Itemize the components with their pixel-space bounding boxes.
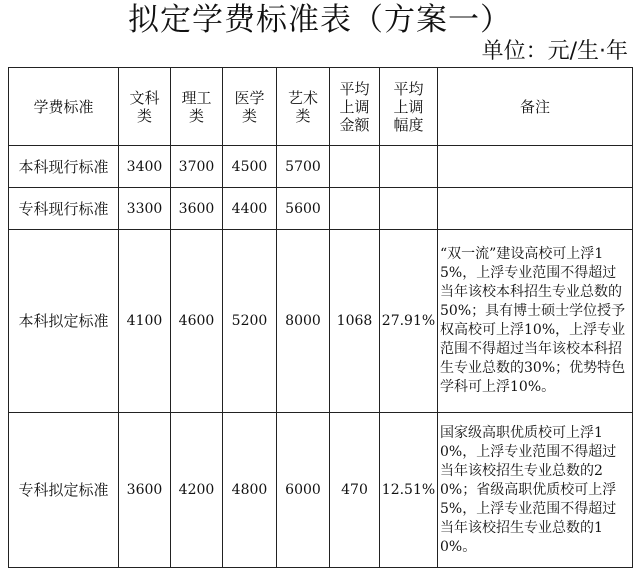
- table-row: [9, 188, 633, 230]
- note-cell: 国家级高职优质校可上浮10%，上浮专业范围不得超过当年该校招生专业总数的20%；省级高职优质校可上浮5%，上浮专业范围不得超过当年该校招生专业总数的10%。: [438, 413, 633, 568]
- table-row: [9, 230, 633, 413]
- table-cell: 5600: [277, 188, 330, 230]
- table-cell: 8000: [277, 230, 330, 413]
- note-cell: [438, 188, 633, 230]
- table-cell: 4200: [171, 413, 223, 568]
- table-cell: 27.91%: [380, 230, 438, 413]
- document-title: 拟定学费标准表（方案一）: [128, 2, 512, 38]
- header-cell: 备注: [438, 68, 633, 146]
- table-row: [9, 146, 633, 188]
- table-cell: 12.51%: [380, 413, 438, 568]
- header-cell: 文科类: [119, 68, 171, 146]
- table-cell: 5700: [277, 146, 330, 188]
- header-cell: 学费标准: [9, 68, 119, 146]
- row-label: 本科现行标准: [9, 146, 119, 188]
- table-cell: 1068: [330, 230, 380, 413]
- header-cell: 平均上调金额: [330, 68, 380, 146]
- header-cell: 平均上调幅度: [380, 68, 438, 146]
- table-cell: 4100: [119, 230, 171, 413]
- table-cell: 6000: [277, 413, 330, 568]
- row-label: 专科拟定标准: [9, 413, 119, 568]
- table-cell: [330, 188, 380, 230]
- table-cell: [380, 146, 438, 188]
- note-cell: “双一流”建设高校可上浮15%，上浮专业范围不得超过当年该校本科招生专业总数的50%；具有博士硕士学位授予权高校可上浮10%，上浮专业范围不得超过当年该校本科招生专业总数的30%；优势特色学科可上浮10%。: [438, 230, 633, 413]
- table-cell: 470: [330, 413, 380, 568]
- table-cell: 5200: [223, 230, 277, 413]
- row-label: 本科拟定标准: [9, 230, 119, 413]
- tuition-table: [8, 67, 633, 568]
- table-cell: 3400: [119, 146, 171, 188]
- table-cell: 3600: [171, 188, 223, 230]
- row-label: 专科现行标准: [9, 188, 119, 230]
- header-row: [9, 68, 633, 146]
- table-cell: 3300: [119, 188, 171, 230]
- table-cell: 4600: [171, 230, 223, 413]
- note-cell: [438, 146, 633, 188]
- table-cell: 3600: [119, 413, 171, 568]
- unit-label: 单位：元/生·年: [481, 39, 628, 64]
- table-cell: [380, 188, 438, 230]
- table-cell: 3700: [171, 146, 223, 188]
- header-cell: 理工类: [171, 68, 223, 146]
- table-cell: 4400: [223, 188, 277, 230]
- table-cell: [330, 146, 380, 188]
- header-cell: 艺术类: [277, 68, 330, 146]
- table-cell: 4500: [223, 146, 277, 188]
- header-cell: 医学类: [223, 68, 277, 146]
- table-row: [9, 413, 633, 568]
- table-cell: 4800: [223, 413, 277, 568]
